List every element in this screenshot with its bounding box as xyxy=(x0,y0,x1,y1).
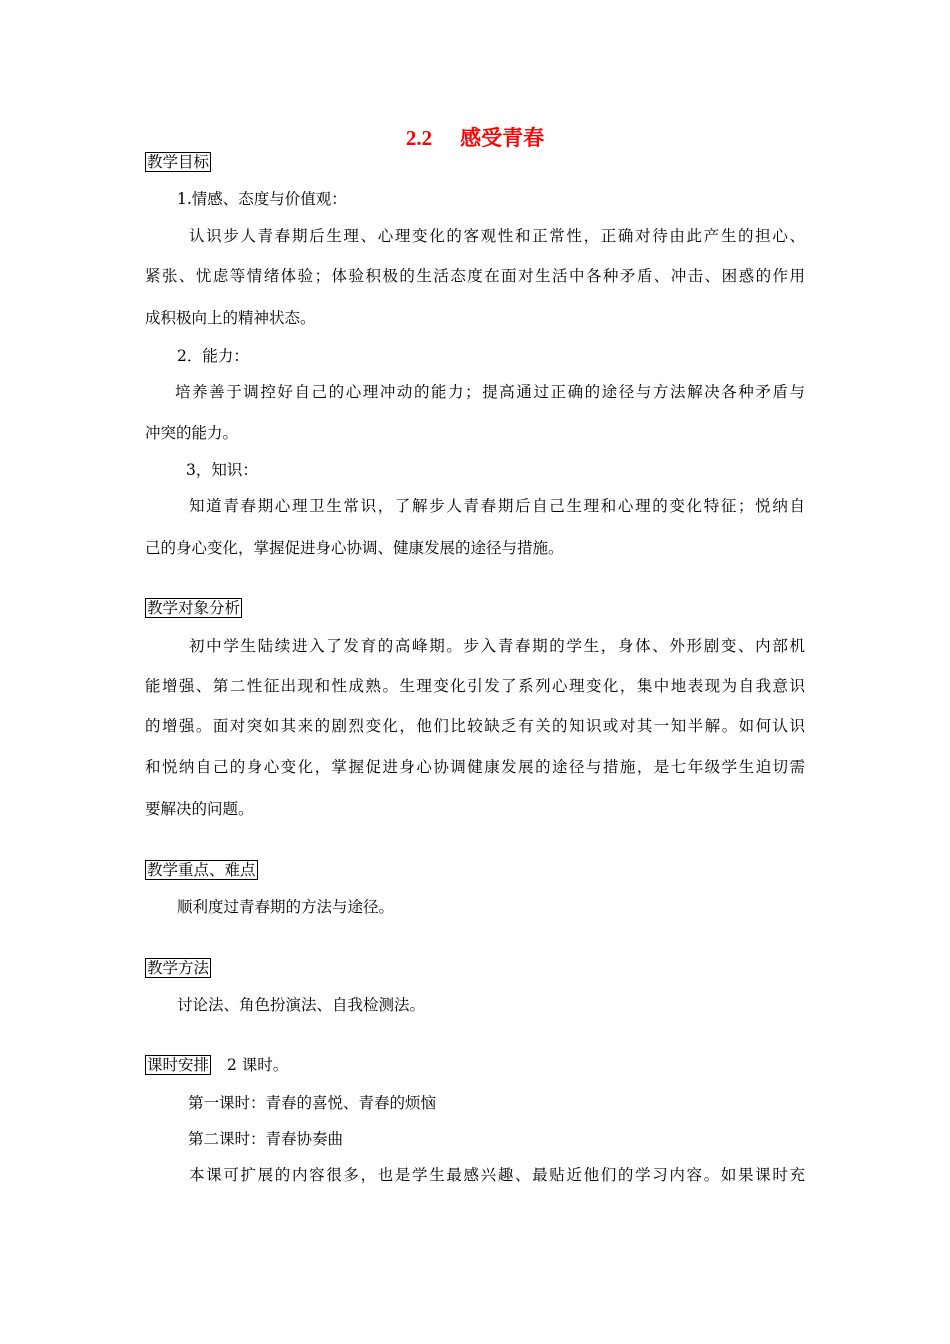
method-text: 讨论法、角色扮演法、自我检测法。 xyxy=(177,996,426,1014)
analysis-line-3: 的增强。面对突如其来的剧烈变化，他们比较缺乏有关的知识或对其一知半解。如何认识 xyxy=(145,717,805,735)
goal-1-line-2: 紧张、忧虑等情绪体验；体验积极的生活态度在面对生活中各种矛盾、冲击、困惑的作用 xyxy=(145,267,805,285)
goals-heading: 教学目标 xyxy=(147,153,210,171)
goal-3-label: 3，知识： xyxy=(186,461,258,479)
goal-1-label: 1.情感、态度与价值观： xyxy=(177,190,347,208)
goal-2-line-2: 冲突的能力。 xyxy=(145,424,239,442)
goal-2-label: 2．能力： xyxy=(177,347,249,365)
page-title xyxy=(0,122,950,152)
section-number: 2.2 xyxy=(405,126,433,150)
analysis-line-4: 和悦纳自己的身心变化，掌握促进身心协调健康发展的途径与措施，是七年级学生迫切需 xyxy=(145,758,805,776)
focus-heading: 教学重点、难点 xyxy=(147,861,256,879)
lesson-1: 第一课时：青春的喜悦、青春的烦恼 xyxy=(188,1094,437,1112)
schedule-heading-row xyxy=(145,1055,288,1075)
analysis-line-5: 要解决的问题。 xyxy=(145,800,254,818)
schedule-note: 本课可扩展的内容很多，也是学生最感兴趣、最贴近他们的学习内容。如果课时充 xyxy=(189,1166,805,1184)
lesson-2: 第二课时：青春协奏曲 xyxy=(188,1130,344,1148)
goal-3-line-1: 知道青春期心理卫生常识，了解步人青春期后自己生理和心理的变化特征；悦纳自 xyxy=(189,497,805,515)
focus-text: 顺利度过青春期的方法与途径。 xyxy=(177,898,395,916)
analysis-heading: 教学对象分析 xyxy=(147,599,241,617)
goal-3-line-2: 己的身心变化，掌握促进身心协调、健康发展的途径与措施。 xyxy=(145,539,564,557)
goal-1-line-3: 成积极向上的精神状态。 xyxy=(145,309,316,327)
schedule-value: 2 课时。 xyxy=(227,1056,289,1074)
schedule-heading: 课时安排 xyxy=(147,1056,210,1074)
title-text: 感受青春 xyxy=(460,126,545,150)
method-heading-row xyxy=(145,958,211,978)
analysis-line-1: 初中学生陆续进入了发育的高峰期。步入青春期的学生，身体、外形剧变、内部机 xyxy=(189,637,805,655)
goal-1-line-1: 认识步人青春期后生理、心理变化的客观性和正常性，正确对待由此产生的担心、 xyxy=(189,227,805,245)
focus-heading-row xyxy=(145,860,258,880)
goal-2-line-1: 培养善于调控好自己的心理冲动的能力；提高通过正确的途径与方法解决各种矛盾与 xyxy=(175,383,805,401)
method-heading: 教学方法 xyxy=(147,959,210,977)
goals-heading-row xyxy=(145,152,211,172)
analysis-heading-row xyxy=(145,598,242,618)
analysis-line-2: 能增强、第二性征出现和性成熟。生理变化引发了系列心理变化，集中地表现为自我意识 xyxy=(145,677,805,695)
